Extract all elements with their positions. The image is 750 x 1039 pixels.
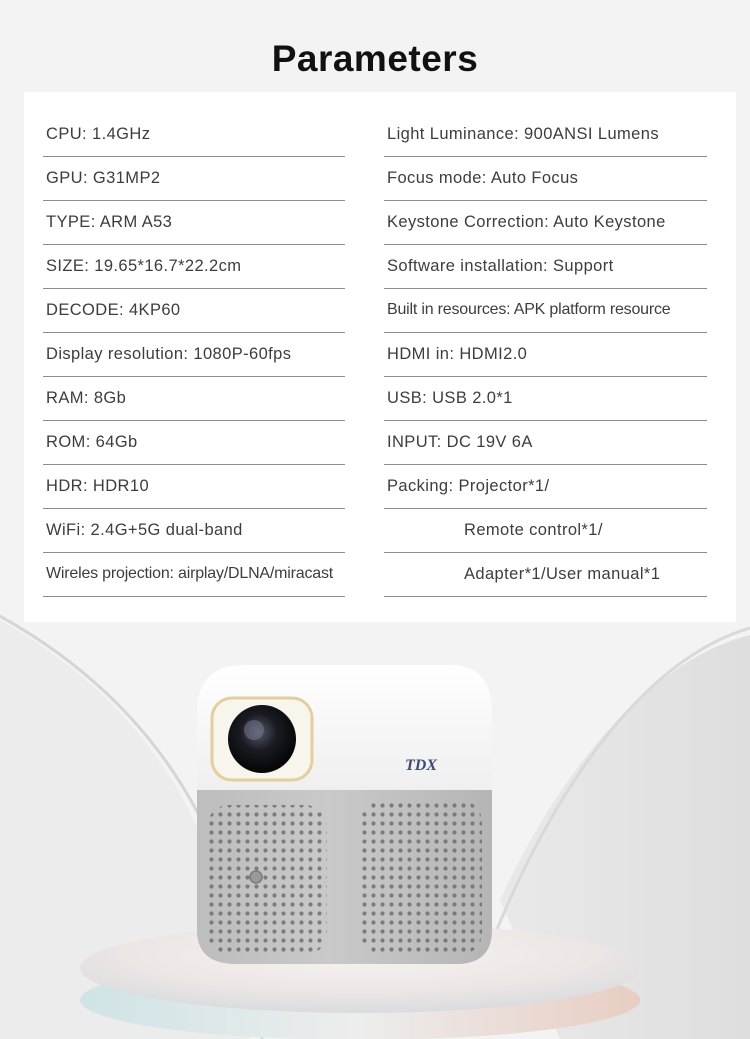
lens-highlight (244, 720, 264, 740)
spec-text: SIZE: 19.65*16.7*22.2cm (46, 257, 242, 275)
spec-text: Packing: Projector*1/ (387, 477, 550, 495)
spec-row (43, 158, 345, 201)
spec-row (43, 378, 345, 421)
spec-text: INPUT: DC 19V 6A (387, 433, 533, 451)
spec-column-left (43, 114, 345, 598)
spec-row (43, 334, 345, 377)
spec-text: Wireles projection: airplay/DLNA/miracast (46, 565, 334, 582)
spec-text: ROM: 64Gb (46, 433, 138, 451)
lens (228, 705, 296, 773)
spec-text: Built in resources: APK platform resource (387, 301, 671, 318)
spec-row (384, 114, 707, 157)
spec-row (43, 246, 345, 289)
spec-row (43, 554, 345, 597)
spec-row (384, 466, 707, 509)
spec-text: Focus mode: Auto Focus (387, 169, 579, 187)
spec-text: DECODE: 4KP60 (46, 301, 181, 319)
spec-text: GPU: G31MP2 (46, 169, 161, 187)
spec-text: HDR: HDR10 (46, 477, 150, 495)
spec-row (384, 422, 707, 465)
speaker-grille-left (207, 805, 327, 955)
spec-row (384, 378, 707, 421)
spec-text: Remote control*1/ (464, 521, 603, 539)
spec-text: TYPE: ARM A53 (46, 213, 173, 231)
spec-text: HDMI in: HDMI2.0 (387, 345, 528, 363)
spec-row (43, 202, 345, 245)
spec-text: WiFi: 2.4G+5G dual-band (46, 521, 243, 539)
projector-illustration (0, 600, 750, 1039)
spec-text: Display resolution: 1080P-60fps (46, 345, 292, 363)
speaker-grille-right (360, 800, 482, 955)
spec-panel (24, 92, 736, 622)
spec-text: Adapter*1/User manual*1 (464, 565, 661, 583)
spec-row (384, 510, 707, 553)
spec-row (384, 246, 707, 289)
spec-row (43, 114, 345, 157)
spec-row (43, 466, 345, 509)
spec-column-right (384, 114, 707, 598)
sensor-dot (250, 871, 262, 883)
spec-row (384, 334, 707, 377)
spec-row (43, 510, 345, 553)
spec-text: Keystone Correction: Auto Keystone (387, 213, 666, 231)
spec-row (384, 158, 707, 201)
spec-row (43, 422, 345, 465)
brand-logo: TDX (405, 757, 437, 774)
spec-text: CPU: 1.4GHz (46, 125, 151, 143)
spec-row (43, 290, 345, 333)
spec-text: RAM: 8Gb (46, 389, 127, 407)
spec-row (384, 290, 707, 333)
spec-row (384, 202, 707, 245)
page-title: Parameters (271, 38, 479, 79)
spec-text: Light Luminance: 900ANSI Lumens (387, 125, 659, 143)
spec-text: Software installation: Support (387, 257, 614, 275)
spec-text: USB: USB 2.0*1 (387, 389, 513, 407)
spec-row (384, 554, 707, 597)
